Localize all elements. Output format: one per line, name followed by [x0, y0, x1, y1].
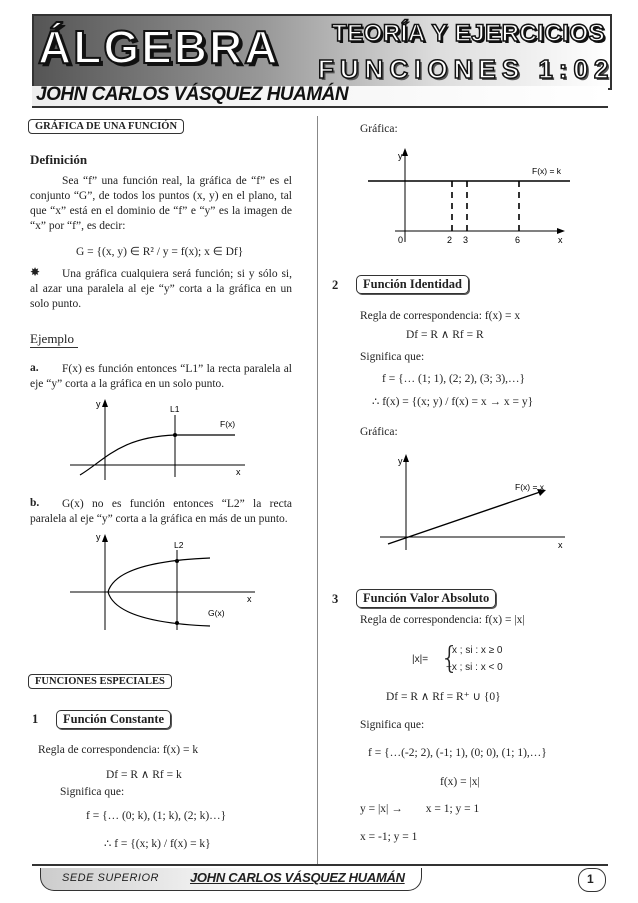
f3-number: 3	[332, 592, 339, 606]
graph-constant-tick-0: 0	[398, 235, 404, 245]
f3-fx: f(x) = |x|	[440, 776, 480, 788]
f2-number: 2	[332, 278, 339, 292]
definition-heading: Definición	[30, 152, 88, 167]
graph-a-curve-label: F(x)	[220, 419, 236, 429]
footer-left: SEDE SUPERIOR	[62, 872, 159, 884]
example-a-label: a.	[30, 362, 39, 374]
header-title: ÁLGEBRA	[38, 21, 280, 73]
graph-identity-x-label: x	[558, 540, 563, 550]
graph-constant-y-arrow	[402, 148, 408, 156]
example-b-label: b.	[30, 497, 40, 509]
header-author: JOHN CARLOS VÁSQUEZ HUAMÁN	[36, 84, 349, 105]
f3-piece-1: x ; si : x ≥ 0	[452, 645, 503, 656]
graph-a-line-label: L1	[170, 404, 180, 414]
example-heading: Ejemplo	[30, 331, 78, 348]
f3-title: Función Valor Absoluto	[356, 589, 496, 608]
graph1-label: Gráfica:	[360, 123, 398, 135]
graph-constant-tick-6: 6	[515, 235, 521, 245]
graph-constant-y-label: y	[398, 151, 403, 161]
graph-a-y-label: y	[96, 399, 101, 409]
section-grafica: GRÁFICA DE UNA FUNCIÓN	[28, 119, 184, 134]
graph-constant	[360, 142, 575, 254]
graph-a	[60, 395, 260, 485]
example-b-text: G(x) no es función entonces “L2” la recta paralela al eje “y” corta a la gráfica en más de un punto.	[30, 498, 292, 525]
graph-a-point	[173, 433, 177, 437]
graph-constant-x-arrow	[557, 228, 565, 234]
f3-domain: Df = R ∧ Rf = R⁺ ∪ {0}	[386, 691, 501, 703]
example-a-text: F(x) es función entonces “L1” la recta paralela al eje “y” corta a la gráfica en un solo punto.	[30, 363, 292, 390]
graph-a-y-arrow	[102, 399, 108, 407]
header-subtitle: TEORÍA Y EJERCICIOS	[332, 20, 606, 47]
f3-means: Significa que:	[360, 719, 425, 731]
graph-identity	[360, 450, 575, 555]
graph-b-x-label: x	[247, 594, 252, 604]
definition-formula: G = {(x, y) ∈ R² / y = f(x); x ∈ Df}	[76, 246, 244, 258]
graph-b-point-bottom	[175, 621, 179, 625]
footer	[0, 860, 638, 903]
graph2-label: Gráfica:	[360, 426, 398, 438]
graph-b-point-top	[175, 559, 179, 563]
graph-b-curve-label: G(x)	[208, 608, 225, 618]
f2-title: Función Identidad	[356, 275, 469, 294]
footer-rule	[32, 864, 608, 866]
header-topic: FUNCIONES 1:02	[318, 54, 615, 84]
f3-brace: {	[440, 641, 460, 676]
footer-page: 1	[587, 872, 594, 886]
f1-number: 1	[32, 712, 39, 726]
graph-a-curve	[80, 435, 235, 475]
f3-rule: Regla de correspondencia: f(x) = |x|	[360, 614, 525, 626]
section-funciones-especiales: FUNCIONES ESPECIALES	[28, 674, 172, 689]
graph-constant-x-label: x	[558, 235, 563, 245]
header	[0, 0, 638, 112]
bullet-text: Una gráfica cualquiera será función; si y sólo si, al azar una paralela al eje “y” corta a la gráfica en un solo punto.	[30, 268, 292, 310]
graph-a-x-label: x	[236, 467, 241, 477]
f1-title: Función Constante	[56, 710, 171, 729]
column-divider	[317, 116, 318, 866]
f2-means: Significa que:	[360, 351, 425, 363]
f1-rule: Regla de correspondencia: f(x) = k	[38, 744, 199, 756]
f1-domain: Df = R ∧ Rf = k	[106, 769, 182, 781]
f3-line2: x = -1; y = 1	[360, 831, 418, 843]
graph-constant-tick-3: 3	[463, 235, 469, 245]
graph-b-line-label: L2	[174, 540, 184, 550]
graph-b-y-label: y	[96, 532, 101, 542]
footer-author: JOHN CARLOS VÁSQUEZ HUAMÁN	[190, 870, 405, 885]
definition-text: Sea “f” una función real, la gráfica de “f” es el conjunto “G”, de todos los puntos (x, y) en el plano, tal que “x” está en el dominio de “f” e “y” es la imagen de “x” por “f”, es decir:	[30, 175, 292, 232]
f1-set: f = {… (0; k), (1; k), (2; k)…}	[86, 810, 227, 822]
graph-b	[60, 530, 270, 635]
f2-domain: Df = R ∧ Rf = R	[406, 329, 484, 341]
f1-means: Significa que:	[60, 786, 125, 798]
f3-piece-lhs: |x|=	[412, 654, 429, 665]
graph-constant-tick-2: 2	[447, 235, 453, 245]
graph-identity-fn-label: F(x) = x	[515, 482, 545, 492]
bullet-icon: ✸	[30, 265, 41, 279]
f3-set: f = {…(-2; 2), (-1; 1), (0; 0), (1; 1),…}	[368, 747, 547, 759]
f3-piece-2: −x ; si : x < 0	[446, 662, 503, 673]
graph-identity-y-label: y	[398, 456, 403, 466]
graph-constant-fn-label: F(x) = k	[532, 166, 562, 176]
graph-b-y-arrow	[102, 534, 108, 542]
f3-piecewise	[412, 641, 552, 677]
f2-therefore: ∴ f(x) = {(x; y) / f(x) = x → x = y}	[372, 396, 534, 408]
f2-rule: Regla de correspondencia: f(x) = x	[360, 310, 521, 322]
graph-identity-line	[388, 492, 540, 544]
f3-line1: y = |x| → x = 1; y = 1	[360, 803, 480, 815]
f2-set: f = {… (1; 1), (2; 2), (3; 3),…}	[382, 373, 526, 385]
graph-identity-y-arrow	[403, 454, 409, 462]
f1-therefore: ∴ f = {(x; k) / f(x) = k}	[104, 838, 211, 850]
